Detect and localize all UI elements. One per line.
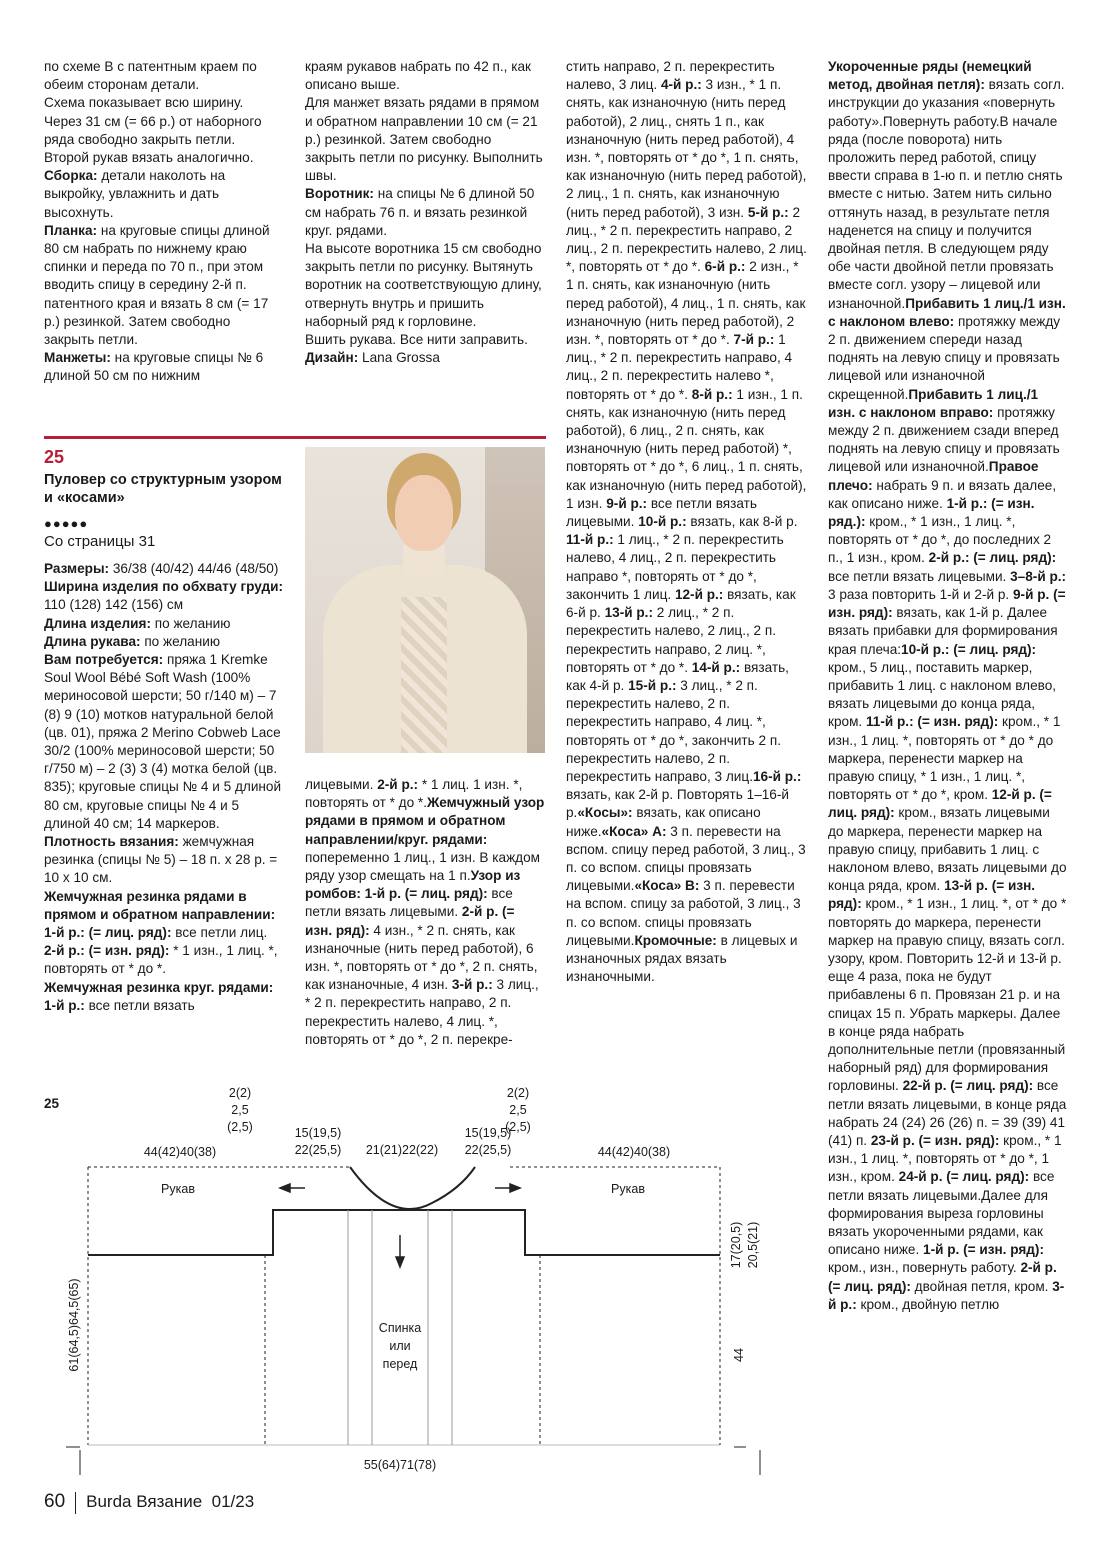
bold-term: Вам потребуется: [44, 652, 164, 668]
paragraph-text: вязать согл. инструкции до указания «повернуть работу». [828, 77, 1065, 129]
svg-text:61(64,5)64,5(65) [67, 1278, 81, 1371]
bold-term: 11-й р.: [566, 532, 614, 548]
paragraph [305, 349, 545, 367]
paragraph-text: кром., * 1 изн., 1 лиц. *, повторять от * до *, 1 изн., кром. [828, 1132, 1062, 1185]
bold-term: 13-й р.: [604, 605, 653, 621]
dim-shoulder-left-2: 22(25,5) [294, 1143, 342, 1157]
bold-term: 10-й р.: [638, 514, 687, 530]
bold-term: Жемчужная резинка круг. рядами: 1-й р.: [44, 979, 274, 1013]
dim-shoulder-top-left-3: (2,5) [227, 1120, 253, 1134]
paragraph [566, 678, 781, 784]
paragraph-text: кром., изн., повернуть работу. [828, 1260, 1021, 1276]
bold-term: Воротник: [305, 186, 374, 202]
bold-term: 2-й р.: (= изн. ряд): [44, 943, 170, 959]
svg-text:Рукав [161, 1182, 195, 1196]
bold-term: 2-й р.: (= лиц. ряд): [928, 550, 1057, 566]
paragraph [305, 58, 545, 94]
bold-term: 2-й р. (= изн. ряд): [305, 904, 515, 938]
bold-term: 14-й р.: [691, 659, 741, 675]
bold-term: 24-й р. (= лиц. ряд): [898, 1169, 1030, 1185]
page-number: 60 [44, 1491, 66, 1512]
sleeve-label-left: Рукав [161, 1182, 195, 1196]
paragraph-text: 3 п. перевести на вспом. спицу перед работой, 3 лиц., 3 п. со вспом. спицы провязать лицевыми. [566, 823, 806, 894]
paragraph-text: 3 изн., * 1 п. снять, как изнаночную (нить перед работой), 2 лиц., снять 1 п., как изнаночную (нить перед работой), 4 изн. *, повторять от * до *, 1 п. снять, как изнаночную (нить перед работой), 2 лиц., 1 п. снять, как изнаночную (нить перед работой), 3 изн. [566, 77, 807, 220]
bold-term: 12-й р. (= лиц. ряд): [828, 787, 1052, 821]
paragraph-text: вязать, как 6-й р. [566, 586, 796, 621]
paragraph-text: все петли вязать лицевыми. [828, 1169, 1055, 1203]
paragraph [44, 94, 284, 149]
paragraph-text: кром., вязать лицевыми до маркера, перенести маркер на правую спицу, прибавить 1 лиц. с наклоном влево, вязать лицевыми до конца ряда, кром. [828, 805, 1067, 894]
paragraph-text: на круговые спицы длиной 80 см набрать по нижнему краю спинки и переда по 70 п., при этом вводить спицу в середину 2-й п. патентного края и вязать 8 см (= 17 р.) резинкой. Затем свободно закрыть петли. [44, 222, 270, 348]
paragraph-text: пряжа 1 Kremke Soul Wool Bébé Soft Wash (100% мериносовой шерсти; 50 г/140 м) – 7 (8) 9 (10) мотков натуральной белой (цв. 01), пряжа 2 Merino Cobweb Lace 30/2 (100% мериносовой шерсти; 50 г/750 м) – 2 (3) 3 (4) мотка белой (цв. 835); круговые спицы № 4 и 5 длиной 80 см, круговые спицы № 4 и 5 длиной 40 см; 14 маркеров. [44, 652, 282, 831]
svg-text:(2,5) [227, 1120, 253, 1134]
bold-term: Плотность вязания: [44, 834, 179, 850]
column-4 [828, 58, 1068, 1314]
paragraph-text: 4 изн., * 2 п. снять, как изнаночные (нить перед работой), 6 изн. *, повторять от * до *, 2 п. снять, как изнаночные, 4 изн. [305, 922, 538, 993]
paragraph-text: стить направо, 2 п. перекрестить налево, 3 лиц. [566, 59, 775, 93]
paragraph [305, 94, 545, 185]
bold-term: «Косы»: [577, 805, 633, 821]
paragraph [44, 979, 284, 1015]
bold-term: 9-й р. (= изн. ряд): [828, 586, 1066, 621]
paragraph [883, 114, 1000, 129]
dim-shoulder-top-left-2: 2,5 [231, 1103, 249, 1117]
paragraph-text: на круговые спицы № 6 длиной 50 см по нижним [44, 350, 264, 384]
paragraph-text: вязать, как 4-й р. [566, 659, 789, 693]
paragraph-text: 1 изн., 1 п. снять, как изнаночную (нить перед работой), 6 лиц., 2 п. снять, как изнаночную (нить перед работой) *, повторять от * до *, 6 лиц., 1 п. снять, как изнаночную (нить перед работой), 1 изн. [566, 386, 807, 511]
bold-term: 22-й р. (= лиц. ряд): [902, 1078, 1034, 1094]
paragraph-text: 2 изн., * 1 п. снять, как изнаночную (нить перед работой), 4 лиц., 1 п. снять, как изнаночную (нить перед работой), 2 изн. *, повторять от * до *. [566, 259, 806, 348]
svg-text:22(25,5) [465, 1143, 512, 1157]
bold-term: 10-й р.: (= лиц. ряд): [901, 641, 1037, 657]
svg-text:44 [732, 1348, 746, 1362]
bold-term: 13-й р. (= изн. ряд): [828, 878, 1036, 912]
bold-term: 6-й р.: [704, 259, 746, 275]
column-1-top [44, 58, 284, 386]
paragraph [44, 560, 284, 578]
bold-term: 3–8-й р.: [1010, 568, 1067, 584]
dim-shoulder-top-left-1: 2(2) [228, 1086, 252, 1100]
paragraph-text: 110 (128) 142 (156) см [44, 597, 184, 613]
paragraph-text: 36/38 (40/42) 44/46 (48/50) [109, 561, 279, 576]
paragraph [44, 149, 284, 167]
paragraph-text: все петли вязать лицевыми. [828, 568, 1011, 584]
svg-text:или [389, 1339, 410, 1353]
paragraph-text: краям рукавов набрать по 42 п., как описано выше. [305, 59, 531, 93]
paragraph-text: по желанию [140, 633, 221, 649]
issue-number: 01/23 [211, 1492, 255, 1511]
paragraph-text: в лицевых и изнаночных рядах вязать изнаночными. [566, 932, 798, 985]
paragraph [44, 888, 284, 943]
body-label-1: Спинка [378, 1321, 422, 1335]
bold-term: Жемчужный узор рядами в прямом и обратном направлении/круг. рядами: [305, 795, 545, 847]
svg-text:17(20,5) [729, 1222, 743, 1269]
svg-text:Спинка [379, 1321, 421, 1335]
bold-term: 2-й р. (= лиц. ряд): [828, 1260, 1057, 1294]
bold-term: Кромочные: [634, 932, 717, 948]
bold-term: Длина изделия: [44, 615, 151, 631]
paragraph-text: все петли вязать [84, 997, 195, 1013]
bold-term: Укороченные ряды (немецкий метод, двойная петля): [828, 59, 1032, 93]
paragraph-text: вязать, как описано ниже. [566, 805, 761, 839]
paragraph [44, 833, 284, 888]
bold-term: Планка: [44, 222, 98, 238]
dim-shoulder-top-right-1: 2(2) [506, 1086, 530, 1100]
bold-term: Ширина изделия по обхвату груди: [44, 579, 284, 595]
bold-term: 15-й р.: [628, 677, 677, 693]
paragraph-text: все петли вязать лицевыми, в конце ряда набрать 24 (24) 26 (26) п. = 39 (39) 41 (41) п. [828, 1078, 1067, 1148]
svg-text:15(19,5) [465, 1126, 512, 1140]
paragraph [44, 167, 284, 222]
paragraph-text: кром., 5 лиц., поставить маркер, прибавить 1 лиц. с наклоном влево, вязать лицевыми до конца ряда, кром. [828, 659, 1057, 730]
bold-term: 2-й р.: [377, 777, 419, 792]
paragraph [44, 578, 284, 614]
bold-term: 1-й р. (= изн. ряд): [923, 1242, 1044, 1258]
paragraph-text: 3 лиц., * 2 п. перекрестить направо, 2 п. перекрестить налево, 4 лиц. *, повторять от * до *, 2 п. перекре- [305, 977, 539, 1047]
paragraph [44, 651, 284, 833]
paragraph-text: Второй рукав вязать аналогично. [44, 150, 254, 166]
bold-term: Дизайн: [305, 350, 359, 366]
section-divider [44, 436, 546, 439]
svg-text:44(42)40(38) [144, 1145, 216, 1159]
paragraph-text: попеременно 1 лиц., 1 изн. В каждом ряду узор смещать на 1 п. [305, 849, 541, 884]
bold-term: 12-й р.: [674, 586, 724, 602]
svg-text:2(2) [229, 1086, 251, 1100]
from-page-note: Со страницы 31 [44, 533, 156, 550]
dim-neck: 21(21)22(22) [365, 1143, 439, 1157]
paragraph-text: кром., * 1 изн., 1 лиц. *, повторять от * до *, до последних 2 п., 1 изн., кром. [828, 514, 1052, 566]
bold-term: 5-й р.: [747, 204, 789, 220]
paragraph [44, 58, 284, 94]
bold-term: Прибавить 1 лиц./1 изн. с наклоном влево: [828, 295, 1066, 329]
paragraph-text: все петли вязать лицевыми. [305, 886, 513, 920]
paragraph-text: Lana Grossa [358, 350, 440, 366]
section-number: 25 [44, 447, 65, 467]
paragraph-text: Схема показывает всю ширину. Через 31 см (= 66 р.) от наборного ряда свободно закрыть петли. [44, 95, 262, 147]
sweater-photo [305, 447, 545, 753]
paragraph [44, 942, 284, 978]
paragraph-text: кром., * 1 изн., 1 лиц. *, от * до * повторять до маркера, перенести маркер на правую спицу, вязать согл. узору, кром. Повторить 12-й и 13-й р. еще 4 раза, пока не будут прибавлены 6 п. Провязан 21 р. и на спицах 15 п. Убрать маркеры. Далее в конце ряда набрать дополнительные петли (провязанный наборный ряд) для формирования горловины. [828, 896, 1067, 1094]
paragraph-text: вязать, как 1-й р. Далее вязать прибавки для формирования края плеча: [828, 605, 1058, 657]
paragraph [305, 777, 377, 792]
paragraph-text: 1 лиц., * 2 п. перекрестить налево, 4 лиц., 2 п. перекрестить направо *, повторять от * до *, закончить 1 лиц. [566, 532, 784, 602]
paragraph-text: 1 лиц., * 2 п. перекрестить направо, 4 лиц., 2 п. перекрестить налево *, повторять от * до *. [566, 332, 793, 402]
paragraph-text: 2 лиц., * 2 п. перекрестить налево, 2 лиц., 2 п. перекрестить направо, 2 лиц. *, повторять от * до *. [566, 605, 777, 675]
paragraph-text: вязать, как 8-й р. [686, 514, 798, 530]
column-2-top [305, 58, 545, 367]
paragraph [44, 633, 284, 651]
paragraph [44, 349, 284, 385]
page-footer [44, 1491, 254, 1514]
bold-term: 7-й р.: [733, 332, 775, 348]
paragraph-text: протяжку между 2 п. движением спереди назад поднять на левую спицу и провязать лицевой или изнаночной скрещенной. [828, 313, 1061, 402]
paragraph [566, 387, 806, 511]
column-2-bottom [305, 776, 545, 1049]
bold-term: Размеры: [44, 561, 110, 576]
svg-text:20,5(21) [746, 1222, 760, 1269]
paragraph [638, 514, 797, 529]
bold-term: «Коса» В: [634, 878, 700, 894]
bold-term: 1-й р.: (= изн. ряд.): [828, 495, 1035, 530]
dim-shoulder-right-2: 22(25,5) [464, 1143, 512, 1157]
bold-term: Прибавить 1 лиц./1 изн. с наклоном вправо: [828, 386, 1039, 420]
paragraph-text: В начале ряда (после поворота) нить проложить перед работой, спицу ввести справа в 1-ю п. и петлю снять вместе с нитью. Затем нить сильно оттянуть назад, в результате петля наденется на спицу и получится двойная петля. В следующем ряду обе части двойной петли провязать вместе согл. узору – лицевой или изнаночной. [828, 113, 1063, 311]
svg-text:Рукав [611, 1182, 645, 1196]
dim-shoulder-top-right-2: 2,5 [509, 1103, 527, 1117]
column-1-bottom [44, 560, 284, 1015]
svg-text:55(64)71(78) [364, 1458, 436, 1472]
magazine-name: Burda Вязание [86, 1492, 203, 1511]
body-label-2: или [389, 1339, 411, 1353]
bold-term: 23-й р. (= изн. ряд): [870, 1132, 1000, 1148]
bold-term: 8-й р.: [691, 386, 733, 402]
bold-term: Правое плечо: [828, 459, 1039, 493]
paragraph-text: все петли вязать лицевыми. [566, 495, 757, 530]
paragraph-text: жемчужная резинка (спицы № 5) – 18 п. x 28 р. = 10 x 10 см. [44, 834, 278, 886]
bold-term: 16-й р.: [752, 768, 802, 784]
dim-total-height: 61(64,5)64,5(65) [67, 1278, 81, 1372]
paragraph-text: детали наколоть на выкройку, увлажнить и дать высохнуть. [44, 168, 226, 220]
paragraph-text: * 1 лиц. 1 изн. *, повторять от * до *. [305, 777, 523, 811]
paragraph [305, 185, 545, 240]
bold-term: 3-й р.: [828, 1278, 1065, 1312]
svg-text:21(21)22(22) [366, 1143, 438, 1157]
paragraph-text: На высоте воротника 15 см свободно закрыть петли по рисунку. Вытянуть воротник на соответствующую длину, отвернуть внутрь и пришить наборный ряд к горловине. [305, 241, 542, 329]
bold-term: Длина рукава: [44, 633, 141, 649]
paragraph-text: на спицы № 6 длиной 50 см набрать 76 п. и вязать резинкой круг. рядами. [305, 186, 535, 238]
paragraph-text: по желанию [150, 615, 231, 631]
paragraph-text: вязать, как 2-й р. Повторять 1–16-й р. [566, 787, 789, 821]
svg-text:перед [383, 1357, 418, 1371]
paragraph-text: * 1 изн., 1 лиц. *, повторять от * до *. [44, 943, 278, 977]
dim-sleeve-width-left: 44(42)40(38) [143, 1145, 217, 1159]
paragraph-text: кром., * 1 изн., 1 лиц. *, повторять от * до * до маркера, перенести маркер на правую спицу, * 1 изн., 1 лиц. *, повторять от * до *, кром. [828, 714, 1061, 803]
bold-term: Жемчужная резинка рядами в прямом и обратном направлении: 1-й р.: (= лиц. ряд): [44, 888, 276, 941]
dim-sleeve-height-2: 20,5(21) [746, 1221, 760, 1269]
dim-bottom-width: 55(64)71(78) [363, 1458, 437, 1472]
bold-term: «Коса» А: [601, 823, 667, 839]
svg-text:22(25,5) [295, 1143, 342, 1157]
paragraph-text: 3 раза повторить 1-й и 2-й р. [828, 586, 1013, 602]
paragraph-text: 3 п. перевести на вспом. спицу за работой, 3 лиц., 3 п. со вспом. спицы провязать лицевыми. [566, 878, 801, 948]
svg-text:2,5 [231, 1103, 248, 1117]
svg-text:44(42)40(38) [598, 1145, 670, 1159]
paragraph-text: 2 лиц., * 2 п. перекрестить направо, 2 лиц., 2 п. перекрестить налево, 2 лиц. *, повторять от * до *. [566, 204, 807, 275]
bold-term: Узор из ромбов: 1-й р. (= лиц. ряд): [305, 868, 521, 902]
svg-text:2,5 [509, 1103, 526, 1117]
paragraph [566, 77, 806, 219]
paragraph-text: набрать 9 п. и вязать далее, как описано ниже. [828, 477, 1057, 511]
paragraph-text: по схеме В с патентным краем по обеим сторонам детали. [44, 59, 257, 93]
paragraph [828, 878, 1066, 1093]
paragraph-text: двойная петля, кром. [910, 1278, 1053, 1294]
bold-term: 3-й р.: [451, 977, 493, 993]
paragraph-text: все петли лиц. [171, 925, 268, 941]
svg-text:15(19,5) [295, 1126, 342, 1140]
paragraph-text: Вшить рукава. Все нити заправить. [305, 332, 528, 348]
dim-shoulder-right-1: 15(19,5) [464, 1126, 512, 1140]
paragraph-text: протяжку между 2 п. движением сзади вперед поднять на левую спицу и провязать лицевой или изнаночной. [828, 404, 1060, 475]
paragraph-text: кром., двойную петлю [856, 1296, 1000, 1312]
paragraph-text: Для манжет вязать рядами в прямом и обратном направлении 10 см (= 21 р.) резинкой. Затем свободно закрыть петли по рисунку. Выполнить швы. [305, 95, 543, 184]
pattern-diagram [40, 1085, 780, 1485]
column-3 [566, 58, 809, 986]
svg-text:2(2) [507, 1086, 529, 1100]
dim-sleeve-width-right: 44(42)40(38) [597, 1145, 671, 1159]
section-title: Пуловер со структурным узором и «косами» [44, 472, 282, 506]
diagram-label: 25 [44, 1096, 60, 1111]
difficulty-dots: ●●●●● [44, 516, 89, 531]
paragraph [44, 615, 284, 633]
bold-term: Манжеты: [44, 350, 111, 366]
footer-divider [75, 1492, 76, 1514]
dim-sleeve-height-1: 17(20,5) [729, 1221, 743, 1269]
sleeve-label-right: Рукав [611, 1182, 645, 1196]
paragraph [305, 240, 545, 331]
paragraph-text: 3 лиц., * 2 п. перекрестить налево, 2 п. перекрестить направо, 4 лиц. *, повторять от * до *, закончить 2 п. перекрестить налево, 2 п. перекрестить направо, 3 лиц. [566, 677, 781, 784]
bold-term: 9-й р.: [606, 495, 648, 511]
paragraph-text: Далее для формирования выреза горловины вязать укороченными рядами, как описано ниже. [828, 1187, 1048, 1258]
paragraph-text: Повернуть работу. [882, 113, 1000, 129]
dim-shoulder-left-1: 15(19,5) [294, 1126, 342, 1140]
bold-term: Сборка: [44, 168, 98, 184]
dim-body-height: 44 [732, 1348, 746, 1362]
body-label-3: перед [382, 1357, 418, 1371]
paragraph [305, 331, 545, 349]
bold-term: 4-й р.: [660, 77, 702, 93]
dim-shoulder-top-right-3: (2,5) [505, 1120, 531, 1134]
paragraph-text: лицевыми. [305, 777, 378, 792]
paragraph [44, 222, 284, 349]
bold-term: 11-й р.: (= изн. ряд): [865, 714, 999, 730]
paragraph [828, 114, 1063, 311]
